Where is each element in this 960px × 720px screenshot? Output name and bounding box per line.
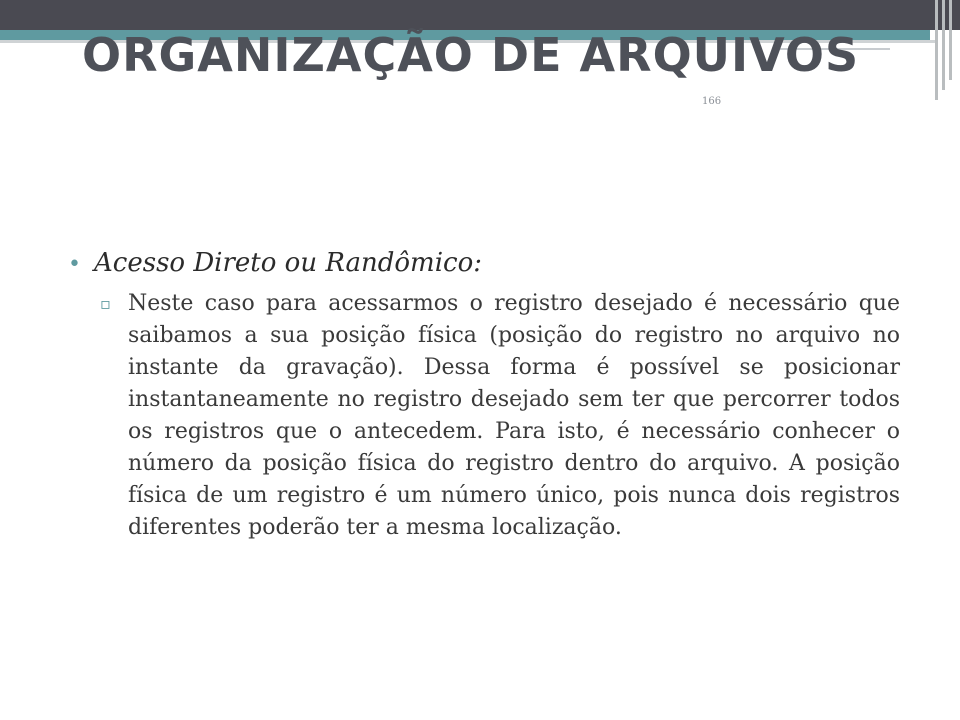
slide-title: ORGANIZAÇÃO DE ARQUIVOS: [82, 28, 860, 82]
bullet-dot-icon: •: [68, 252, 81, 277]
sub-bullet-item: [68, 288, 908, 544]
sub-bullet-paragraph: Neste caso para acessarmos o registro desejado é necessário que saibamos a sua posição física (posição do registro no arquivo no instante da gravação). Dessa forma é possível se posicionar instantaneamente no registro desejado sem ter que percorrer todos os registros que o antecedem. Para isto, é necessário conhecer o número da posição física do registro dentro do arquivo. A posição física de um registro é um número único, pois nunca dois registros diferentes poderão ter a mesma localização.: [128, 291, 900, 540]
header-dark-bar: [0, 0, 960, 30]
edge-decoration: [932, 0, 960, 100]
slide-body: [68, 248, 908, 544]
square-bullet-icon: ▫: [100, 294, 111, 313]
bullet-label: Acesso Direto ou Randômico:: [94, 248, 482, 278]
bullet-item: [68, 248, 908, 278]
page-number: 166: [702, 96, 722, 107]
